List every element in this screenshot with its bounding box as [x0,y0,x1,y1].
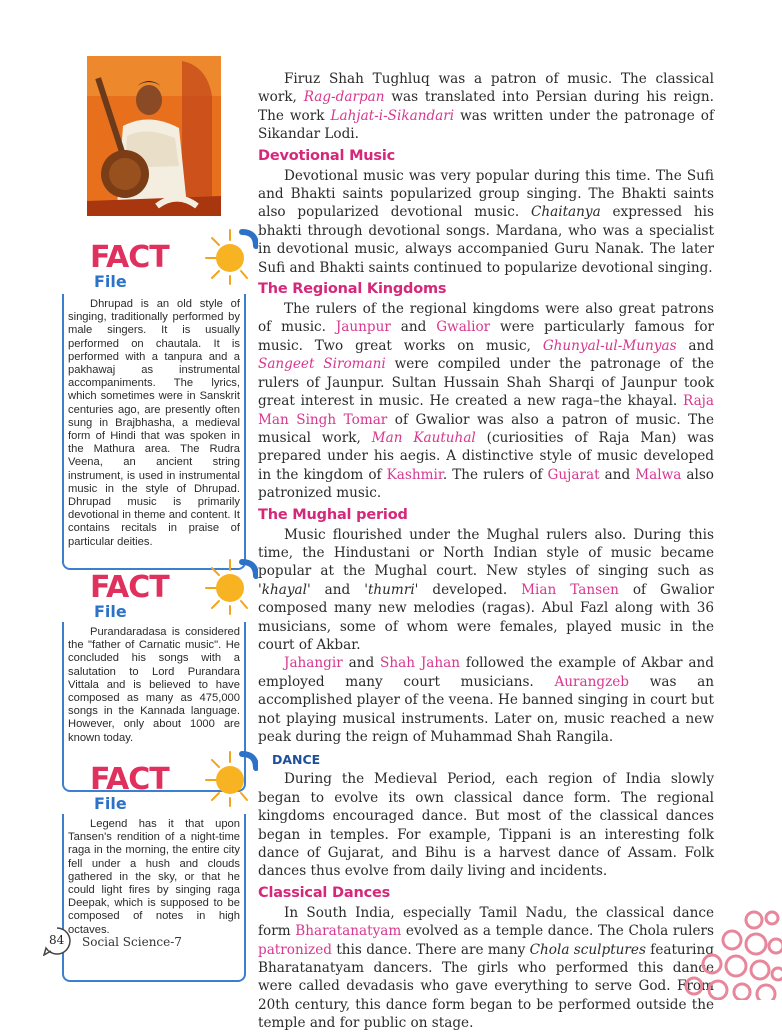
heading-classical-dances: Classical Dances [258,884,391,901]
sun-icon [202,748,258,812]
musician-painting [87,56,221,216]
paragraph-mughal-2: Jahangir and Shah Jahan followed the example of Akbar and employed many court musicians. Aurangzeb was an accomplished player of the veena. He banned singing in court but not playing musical instruments. Later on, music reached a new peak during the reign of Muhammad Shah Rangila. [258,655,714,745]
paragraph-dance: During the Medieval Period, each region of India slowly began to evolve its own classical dance form. The regional kingdoms encouraged dance. But most of the classical dances began in temples. For example, Tippani is an interesting folk dance of Gujarat, and Bihu is a harvest dance of Assam. Folk dances thus evolve from daily living and incidents. [258,771,714,880]
fact-text: Legend has it that upon Tansen's rendition of a night-time raga in the morning, the entire city fell under a hush and clouds gathered in the sky, or that he could light fires by singing raga Deepak, which is supposed to be composed of notes in high octaves. [68,818,240,936]
sun-icon [202,556,258,620]
book-title: Social Science-7 [82,935,182,949]
page-number: 84 [49,933,65,947]
paragraph-intro: Firuz Shah Tughluq was a patron of music. The classical work, Rag-darpan was translated into Persian during his reign. The work Lahjat-i-Sikandari was written under the patronage of Sikandar Lodi. [258,71,714,143]
paragraph-devotional: Devotional music was very popular during this time. The Sufi and Bhakti saints popularized group singing. The Bhakti saints also popularized devotional music. Chaitanya expressed his bhakti through devotional songs. Mardana, who was a specialist in devotional music, always accompanied Guru Nanak. The later Sufi and Bhakti saints continued to popularize devotional singing. [258,167,714,276]
fact-box [62,814,246,982]
paragraph-mughal: Music flourished under the Mughal rulers also. During this time, the Hindustani or North Indian style of music became popular at the Mughal court. New styles of singing such as 'khayal' and 'thumri' developed. Mian Tansen of Gwalior composed many new melodies (ragas). Abul Fazl along with 36 musicians, some of whom were females, played music in the court of Akbar. [258,526,714,653]
fact-subtitle: File [94,794,127,813]
fact-box [62,294,246,570]
heading-dance: DANCE [272,752,321,768]
page-number-badge [42,926,72,956]
fact-title: FACT [90,240,169,275]
fact-subtitle: File [94,272,127,291]
fact-text: Dhrupad is an old style of singing, traditionally performed by male singers. It is usually performed on chautala. It is performed with a tanpura and a pakhawaj as instrumental accompaniments. The lyrics, which sometimes were in Sanskrit centuries ago, are presently often sung in Brajbhasha, a medieval form of Hindi that was spoken in the Mathura area. The Rudra Veena, an ancient string instrument, is used in instrumental music in the style of Dhrupad. Dhrupad music is primarily devotional in theme and content. It contains recitals in praise of particular deities. [68,298,240,548]
fact-title: FACT [90,762,169,797]
fact-subtitle: File [94,602,127,621]
sun-icon [202,226,258,290]
heading-devotional-music: Devotional Music [258,147,396,164]
paragraph-regional: The rulers of the regional kingdoms were also great patrons of music. Jaunpur and Gwalior were particularly famous for music. Two great works on music, Ghunyal-ul-Munyas and Sangeet Siromani were compiled under the patronage of the rulers of Jaunpur. Sultan Hussain Shah Sharqi of Jaunpur took great interest in music. He created a new raga–the khayal. Raja Man Singh Tomar of Gwalior was also a patron of music. The musical work, Man Kautuhal (curiosities of Raja Man) was prepared under his aegis. A distinctive style of music developed in the kingdom of Kashmir. The rulers of Gujarat and Malwa also patronized music. [258,301,715,502]
heading-mughal-period: The Mughal period [258,506,408,523]
fact-title: FACT [90,570,169,605]
paragraph-classical: In South India, especially Tamil Nadu, the classical dance form Bharatanatyam evolved as a temple dance. The Chola rulers patronized this dance. There are many Chola sculptures featuring Bharatanatyam dancers. The girls who performed this dance were called devadasis who gave everything to serve God. From 20th century, this dance form began to be performed outside the temple and for public on stage. [258,904,714,1032]
heading-regional-kingdoms: The Regional Kingdoms [258,281,447,298]
main-text [258,70,714,1033]
fact-text: Purandaradasa is considered the "father of Carnatic music". He concluded his songs with a salutation to Lord Purandara Vittala and is believed to have composed as many as 475,000 songs in the Kannada language. However, only about 1000 are known today. [68,626,240,744]
decorative-circles [672,900,782,1000]
